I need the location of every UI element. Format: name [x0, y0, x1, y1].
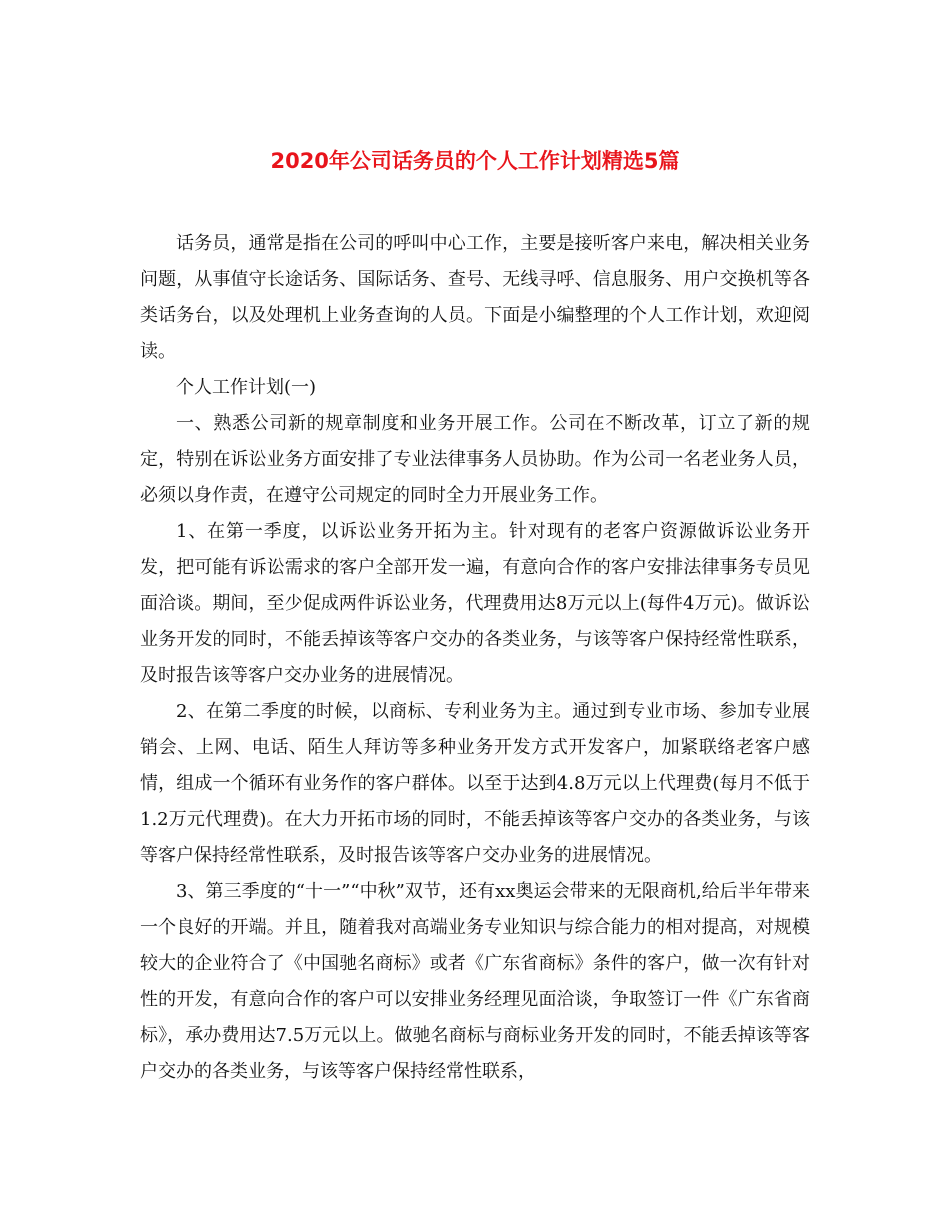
- body-paragraph: 2、在第二季度的时候，以商标、专利业务为主。通过到专业市场、参加专业展销会、上网、电话、陌生人拜访等多种业务开发方式开发客户，加紧联络老客户感情，组成一个循环有业务作的客户群体。以至于达到4.8万元以上代理费(每月不低于1.2万元代理费)。在大力开拓市场的同时，不能丢掉该等客户交办的各类业务，与该等客户保持经常性联系，及时报告该等客户交办业务的进展情况。: [140, 701, 810, 866]
- body-paragraph: 1、在第一季度，以诉讼业务开拓为主。针对现有的老客户资源做诉讼业务开发，把可能有诉讼需求的客户全部开发一遍，有意向合作的客户安排法律事务专员见面洽谈。期间，至少促成两件诉讼业务，代理费用达8万元以上(每件4万元)。做诉讼业务开发的同时，不能丢掉该等客户交办的各类业务，与该等客户保持经常性联系，及时报告该等客户交办业务的进展情况。: [140, 521, 810, 686]
- section-heading: 个人工作计划(一): [176, 377, 317, 398]
- intro-paragraph: 话务员，通常是指在公司的呼叫中心工作，主要是接听客户来电，解决相关业务问题，从事值守长途话务、国际话务、查号、无线寻呼、信息服务、用户交换机等各类话务台，以及处理机上业务查询的人员。下面是小编整理的个人工作计划，欢迎阅读。: [140, 233, 810, 362]
- body-paragraph: 一、熟悉公司新的规章制度和业务开展工作。公司在不断改革，订立了新的规定，特别在诉讼业务方面安排了专业法律事务人员协助。作为公司一名老业务人员，必须以身作责，在遵守公司规定的同时全力开展业务工作。: [140, 413, 810, 506]
- document-body: [140, 226, 810, 1090]
- body-paragraph: 3、第三季度的“十一”“中秋”双节，还有xx奥运会带来的无限商机,给后半年带来一个良好的开端。并且，随着我对高端业务专业知识与综合能力的相对提高，对规模较大的企业符合了《中国驰名商标》或者《广东省商标》条件的客户，做一次有针对性的开发，有意向合作的客户可以安排业务经理见面洽谈，争取签订一件《广东省商标》，承办费用达7.5万元以上。做驰名商标与商标业务开发的同时，不能丢掉该等客户交办的各类业务，与该等客户保持经常性联系，: [140, 881, 810, 1082]
- document-title: 2020年公司话务员的个人工作计划精选5篇: [270, 149, 680, 173]
